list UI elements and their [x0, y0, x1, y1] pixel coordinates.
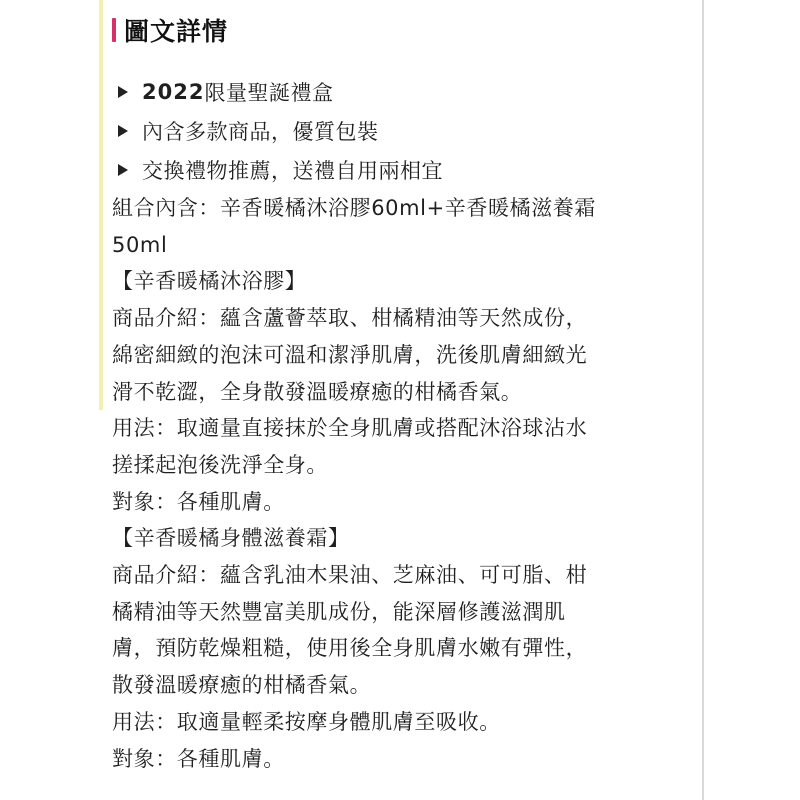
highlight-text: 內含多款商品，優質包裝 [142, 119, 379, 144]
description-line: 綿密細緻的泡沫可溫和潔淨肌膚，洗後肌膚細緻光 [112, 342, 588, 367]
highlight-item [112, 150, 687, 189]
usage-line: 搓揉起泡後洗淨全身。 [112, 452, 328, 477]
left-border-decoration [99, 0, 103, 410]
contents-line: 50ml [112, 232, 168, 257]
product-heading-shower-gel: 【辛香暖橘沐浴膠】 [112, 269, 307, 294]
description-line: 膚，預防乾燥粗糙，使用後全身肌膚水嫩有彈性， [112, 636, 588, 661]
section-title: 圖文詳情 [124, 17, 229, 46]
usage-line: 用法：取適量輕柔按摩身體肌膚至吸收。 [112, 709, 501, 734]
usage-line: 用法：取適量直接抹於全身肌膚或搭配沐浴球沾水 [112, 416, 588, 441]
description-line: 橘精油等天然豐富美肌成份，能深層修護滋潤肌 [112, 599, 566, 624]
highlight-text: 限量聖誕禮盒 [204, 80, 334, 105]
target-line: 對象：各種肌膚。 [112, 489, 285, 514]
right-border-divider [702, 0, 704, 800]
triangle-right-icon [118, 86, 128, 98]
product-description [112, 190, 687, 777]
contents-line: 組合內含：辛香暖橘沐浴膠60ml+辛香暖橘滋養霜 [112, 196, 597, 220]
description-line: 散發溫暖療癒的柑橘香氣。 [112, 673, 372, 698]
highlight-year: 2022 [142, 79, 205, 104]
target-line: 對象：各種肌膚。 [112, 746, 285, 771]
description-line: 商品介紹：蘊含乳油木果油、芝麻油、可可脂、柑 [112, 563, 588, 588]
highlight-text: 交換禮物推薦，送禮自用兩相宜 [142, 158, 443, 183]
triangle-right-icon [118, 125, 128, 137]
triangle-right-icon [118, 164, 128, 176]
description-line: 滑不乾澀，全身散發溫暖療癒的柑橘香氣。 [112, 379, 523, 404]
highlight-item [112, 111, 687, 150]
product-detail-panel [112, 0, 687, 777]
highlight-item [112, 72, 687, 111]
highlight-list [112, 72, 687, 189]
section-header [112, 0, 687, 60]
product-heading-body-cream: 【辛香暖橘身體滋養霜】 [112, 526, 350, 551]
description-line: 商品介紹：蘊含蘆薈萃取、柑橘精油等天然成份， [112, 306, 588, 331]
accent-bar [112, 18, 116, 42]
